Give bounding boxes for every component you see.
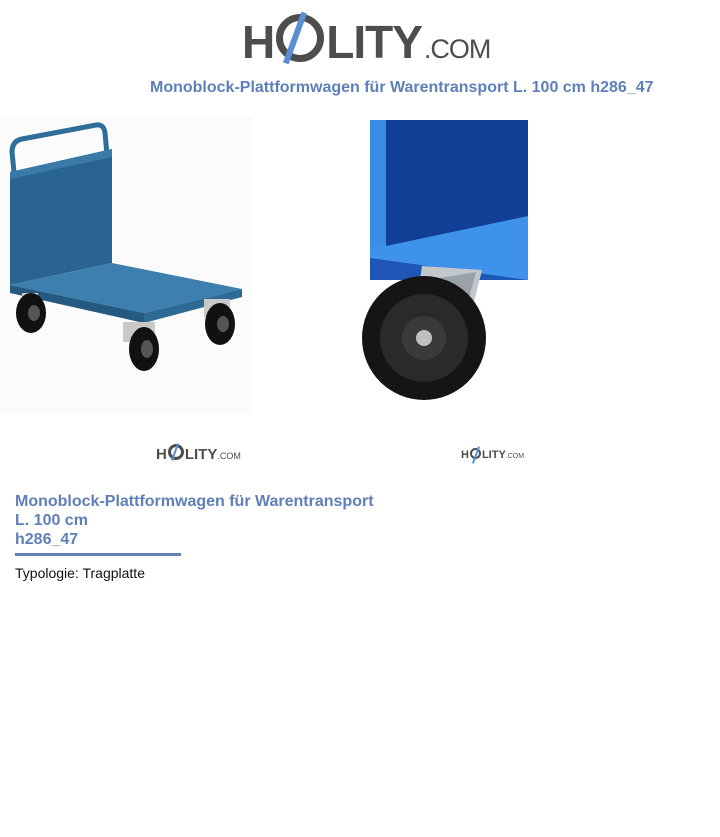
logo-letter-h: H: [461, 449, 469, 461]
logo-word: LITY: [481, 449, 506, 461]
product-title-line: Monoblock-Plattformwagen für Warentransport: [15, 493, 374, 510]
brand-logo-small: [156, 443, 241, 463]
logo-suffix: .COM: [505, 453, 525, 460]
product-title-line: L. 100 cm: [15, 512, 88, 529]
spec-label: Typologie:: [15, 565, 79, 581]
logo-ring-icon: [470, 448, 481, 459]
page-title: Monoblock-Plattformwagen für Warentransport L. 100 cm h286_47: [150, 79, 654, 96]
logo-letter-h: H: [242, 16, 275, 68]
brand-logo-small: [461, 447, 524, 461]
title-underline: [15, 553, 181, 556]
product-code: h286_47: [15, 531, 79, 548]
spec-typology: [15, 565, 145, 581]
logo-suffix: .COM: [423, 34, 491, 64]
swivel-wheel-closeup-photo: [362, 118, 528, 404]
spec-value: Tragplatte: [82, 565, 145, 581]
logo-ring-icon: [168, 444, 184, 460]
product-title: [15, 492, 395, 549]
logo-ring-icon: [276, 14, 324, 62]
logo-word: LITY: [326, 16, 422, 68]
logo-word: LITY: [184, 446, 218, 463]
logo-suffix: .COM: [217, 451, 241, 461]
brand-logo[interactable]: [242, 10, 490, 69]
logo-letter-h: H: [156, 446, 167, 463]
platform-cart-photo: [0, 117, 252, 414]
